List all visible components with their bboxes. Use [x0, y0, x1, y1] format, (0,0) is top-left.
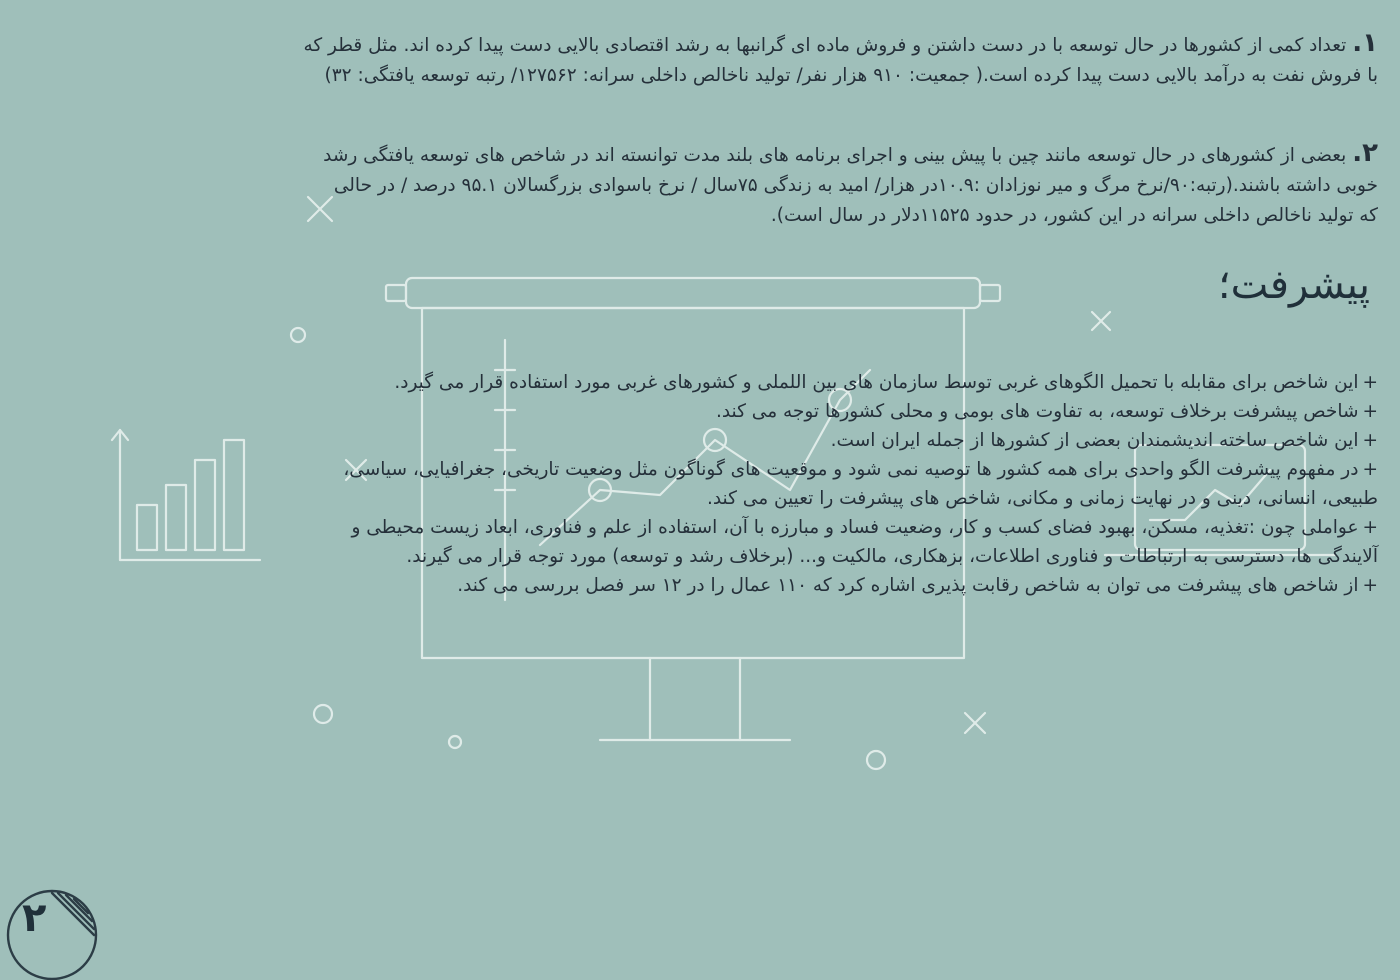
list-item-text: در مفهوم پیشرفت الگو واحدی برای همه کشور ها توصیه نمی شود و موقعیت های گوناگون مثل وضعیت تاریخی، جغرافیایی، سیاسی،	[343, 459, 1359, 480]
list-item	[18, 513, 1378, 571]
list-item-text: عواملی چون :تغذیه، مسکن، بهبود فضای کسب و کار، وضعیت فساد و مبارزه با آن، استفاده از علم و فناوری، ابعاد زیست محیطی و	[351, 517, 1359, 538]
paragraph-line: خوبی داشته باشند.(رتبه:۹۰/نرخ مرگ و میر نوزادان :۱۰.۹در هزار/ امید به زندگی ۷۵سال / نرخ باسوادی بزرگسالان ۹۵.۱ درصد / در حالی	[333, 175, 1378, 196]
paragraph-text: تعداد کمی از کشورها در حال توسعه با در دست داشتن و فروش ماده ای گرانبها به رشد اقتصادی بالایی دست پیدا کرده اند. مثل قطر که	[303, 35, 1347, 56]
section-heading: پیشرفت؛	[1217, 262, 1370, 308]
list-item-text: آلایندگی ها، دسترسی به ارتباطات و فناوری اطلاعات، بزهکاری، مالکیت و... (برخلاف رشد و توسعه) مورد توجه قرار می گیرند.	[406, 546, 1378, 567]
circle-mark-icon	[449, 736, 461, 748]
list-item-text: این شاخص برای مقابله با تحمیل الگوهای غربی توسط سازمان های بین اللملی و کشورهای غربی مورد استفاده قرار می گیرد.	[394, 372, 1359, 393]
list-item	[18, 368, 1378, 397]
bullet-list	[18, 368, 1378, 600]
list-item-text: این شاخص ساخته اندیشمندان بعضی از کشورها از جمله ایران است.	[830, 430, 1359, 451]
list-item-text: طبیعی، انسانی، دینی و در نهایت زمانی و مکانی، شاخص های پیشرفت را تعیین می کند.	[706, 488, 1378, 509]
paragraph-line: که تولید ناخالص داخلی سرانه در این کشور، در حدود ۱۱۵۲۵دلار در سال است).	[770, 205, 1378, 226]
circle-mark-icon	[314, 705, 332, 723]
circle-mark-icon	[867, 751, 885, 769]
paragraph-line: با فروش نفت به درآمد بالایی دست پیدا کرده است.( جمعیت: ۹۱۰ هزار نفر/ تولید ناخالص داخلی سرانه: ۱۲۷۵۶۲/ رتبه توسعه یافتگی: ۳۲)	[324, 65, 1378, 86]
bullet-marker: +	[1362, 517, 1378, 538]
paragraph-1	[18, 28, 1378, 91]
list-item-text: شاخص پیشرفت برخلاف توسعه، به تفاوت های بومی و محلی کشورها توجه می کند.	[715, 401, 1359, 422]
paragraph-text: بعضی از کشورهای در حال توسعه مانند چین با پیش بینی و اجرای برنامه های بلند مدت توانسته اند در شاخص های توسعه یافتگی رشد	[323, 145, 1347, 166]
paragraph-number: ۱.	[1352, 28, 1378, 58]
bullet-marker: +	[1362, 372, 1378, 393]
page-number: ۲	[22, 895, 47, 941]
paragraph-line	[18, 28, 1378, 61]
paragraph-line	[18, 138, 1378, 171]
bullet-marker: +	[1362, 430, 1378, 451]
cross-mark-icon	[965, 713, 985, 733]
circle-mark-icon	[291, 328, 305, 342]
list-item-text: از شاخص های پیشرفت می توان به شاخص رقابت پذیری اشاره کرد که ۱۱۰ عمال را در ۱۲ سر فصل بررسی می کند.	[457, 575, 1359, 596]
list-item	[18, 571, 1378, 600]
list-item	[18, 455, 1378, 513]
bullet-marker: +	[1362, 459, 1378, 480]
bullet-marker: +	[1362, 401, 1378, 422]
paragraph-2	[18, 138, 1378, 231]
list-item	[18, 397, 1378, 426]
list-item	[18, 426, 1378, 455]
bullet-marker: +	[1362, 575, 1378, 596]
cross-mark-icon	[1092, 312, 1110, 330]
paragraph-number: ۲.	[1352, 138, 1378, 168]
